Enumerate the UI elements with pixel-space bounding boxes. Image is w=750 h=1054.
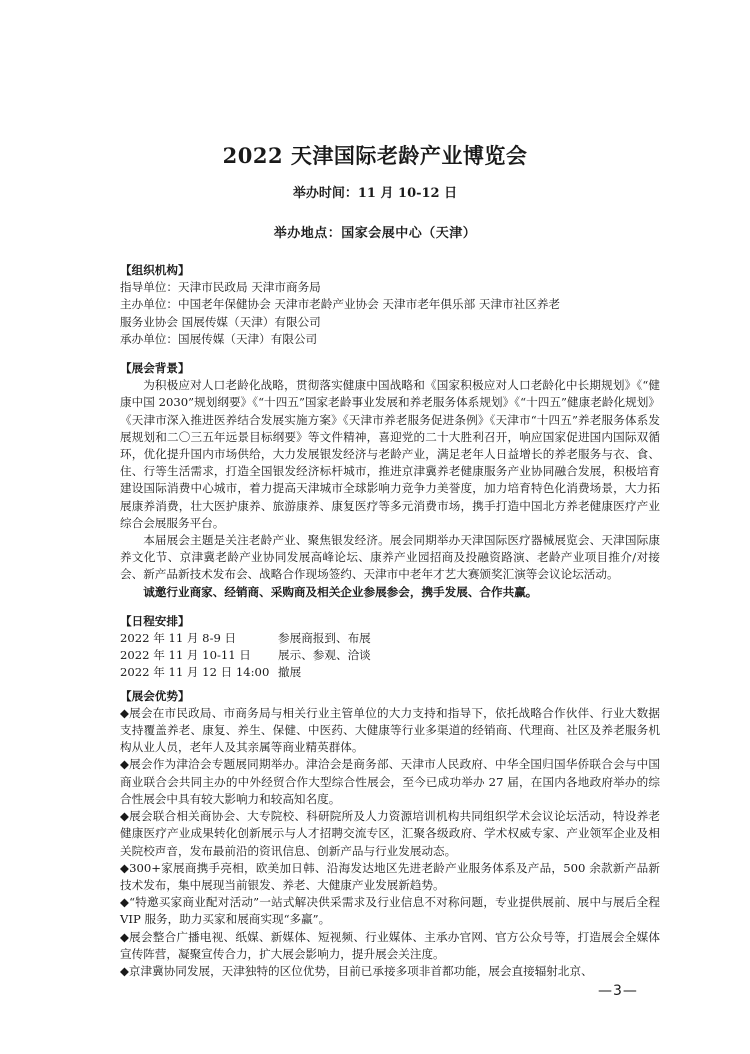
section-heading-advantages: 【展会优势】 <box>120 688 190 703</box>
section-heading-schedule: 【日程安排】 <box>120 613 190 628</box>
event-venue: 举办地点：国家会展中心（天津） <box>273 226 477 241</box>
schedule-event: 撤展 <box>278 665 302 680</box>
schedule-date: 2022 年 11 月 10-11 日 <box>120 648 251 663</box>
org-line: 服务业协会 国展传媒（天津）有限公司 <box>120 314 321 329</box>
section-heading-organization: 【组织机构】 <box>120 263 190 277</box>
schedule-date: 2022 年 11 月 12 日 14:00 <box>120 665 270 680</box>
advantage-item: ◆展会作为津洽会专题展同期举办。津洽会是商务部、天津市人民政府、中华全国归国华侨联合会与中国商业联合会共同主办的中外经贸合作大型综合性展会，至今已成功举办 27 届，在国内各地政府举办的综合性展会中具有较大影响力和较高知名度。 <box>120 757 660 806</box>
org-line: 指导单位：天津市民政局 天津市商务局 <box>120 280 321 295</box>
org-line: 主办单位：中国老年保健协会 天津市老龄产业协会 天津市老年俱乐部 天津市社区养老 <box>120 297 561 312</box>
schedule-event: 展示、参观、洽谈 <box>278 648 371 663</box>
org-line: 承办单位：国展传媒（天津）有限公司 <box>120 331 318 346</box>
section-heading-background: 【展会背景】 <box>120 361 190 376</box>
schedule-event: 参展商报到、布展 <box>278 631 371 646</box>
advantage-item: ◆展会在市民政局、市商务局与相关行业主管单位的大力支持和指导下，依托战略合作伙伴、行业大数据支持覆盖养老、康复、养生、保健、中医药、大健康等行业多渠道的经销商、代理商、社区及养老服务机构从业人员，老年人及其亲属等商业精英群体。 <box>120 705 660 755</box>
invitation-paragraph: 诚邀行业商家、经销商、采购商及相关企业参展参会，携手发展、合作共赢。 <box>143 584 538 599</box>
advantage-item: ◆京津冀协同发展，天津独特的区位优势，目前已承接多项非首都功能，展会直接辐射北京、 <box>120 963 593 978</box>
event-time: 举办时间：11 月 10-12 日 <box>292 186 458 201</box>
document-body <box>120 262 660 980</box>
page-title: 2022 天津国际老龄产业博览会 <box>222 143 528 168</box>
schedule-date: 2022 年 11 月 8-9 日 <box>120 631 237 646</box>
background-paragraph: 为积极应对人口老龄化战略，贯彻落实健康中国战略和《国家积极应对人口老龄化中长期规划》《“健康中国 2030”规划纲要》《“十四五”国家老龄事业发展和养老服务体系规划》《“十四五”健康老龄化规划》《天津市深入推进医养结合发展实施方案》《天津市养老服务促进条例》《天津市“十四五”养老服务体系发展规划和二〇三五年远景目标纲要》等文件精神，喜迎党的二十大胜利召开，响应国家促进国内国际双循环，优化提升国内市场供给，大力发展银发经济与老龄产业，满足老年人日益增长的养老服务与衣、食、住、行等生活需求，打造全国银发经济标杆城市，推进京津冀养老健康服务产业协同融合发展，积极培育建设国际消费中心城市，着力提高天津城市全球影响力竞争力美誉度，加力培育特色化消费场景，大力拓展康养消费，壮大医护康养、旅游康养、康复医疗等多元消费市场，携手打造中国北方养老健康医疗产业综合会展服务平台。 <box>120 378 660 530</box>
advantage-item: ◆“特邀买家商业配对活动”一站式解决供采需求及行业信息不对称问题，专业提供展前、展中与展后全程 VIP 服务，助力买家和展商实现“多赢”。 <box>120 895 660 927</box>
page-number: —3— <box>598 983 638 999</box>
schedule-row <box>120 664 660 681</box>
schedule-row <box>120 630 660 647</box>
background-paragraph: 本届展会主题是关注老龄产业、聚焦银发经济。展会同期举办天津国际医疗器械展览会、天津国际康养文化节、京津冀老龄产业协同发展高峰论坛、康养产业园招商及投融资路演、老龄产业项目推介/对接会、新产品新技术发布会、战略合作现场签约、天津市中老年才艺大赛颁奖汇演等会议论坛活动。 <box>120 533 660 582</box>
schedule-row <box>120 647 660 664</box>
advantage-item: ◆展会联合相关商协会、大专院校、科研院所及人力资源培训机构共同组织学术会议论坛活动，特设养老健康医疗产业成果转化创新展示与人才招聘交流专区，汇聚各级政府、学术权威专家、产业领军企业及相关院校声音，发布最前沿的资讯信息、创新产品与行业发展动态。 <box>120 809 660 858</box>
advantage-item: ◆展会整合广播电视、纸媒、新媒体、短视频、行业媒体、主承办官网、官方公众号等，打造展会全媒体宣传阵营，凝聚宣传合力，扩大展会影响力，提升展会关注度。 <box>120 929 660 961</box>
advantage-item: ◆300+家展商携手亮相，欧美加日韩、沿海发达地区先进老龄产业服务体系及产品，500 余款新产品新技术发布，集中展现当前银发、养老、大健康产业发展新趋势。 <box>120 860 660 892</box>
